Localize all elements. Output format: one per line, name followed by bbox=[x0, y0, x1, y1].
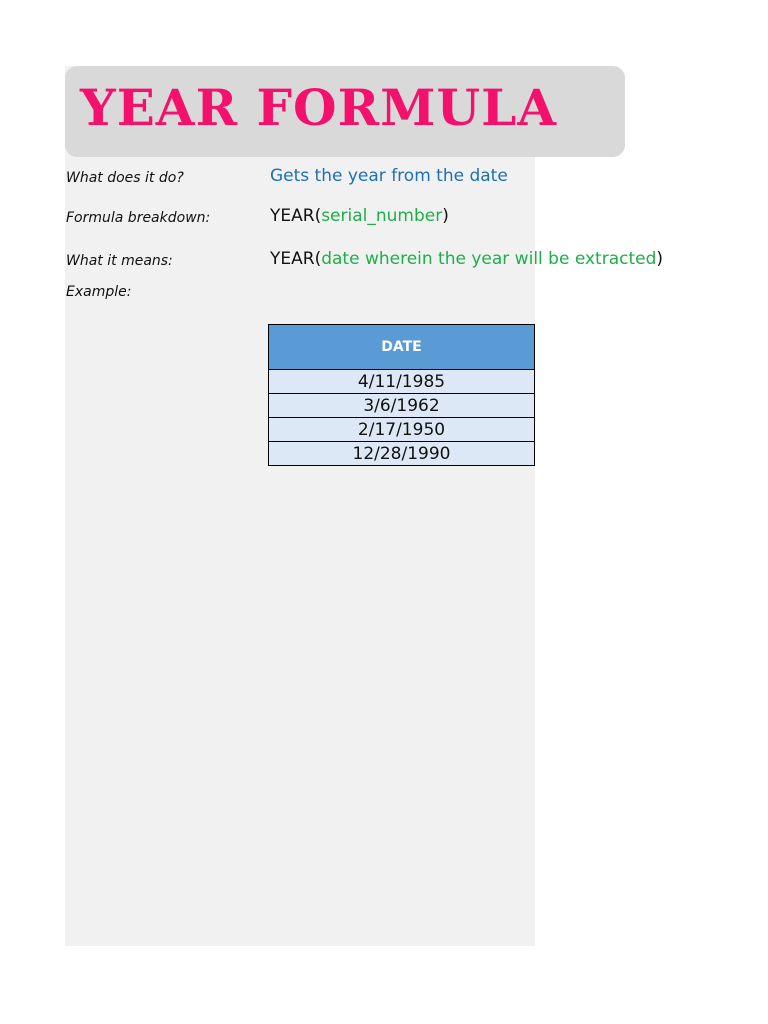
table-row bbox=[269, 394, 535, 418]
function-argument: date wherein the year will be extracted bbox=[321, 249, 657, 269]
table-row bbox=[269, 418, 535, 442]
date-cell[interactable]: 3/6/1962 bbox=[269, 394, 535, 418]
function-argument: serial_number bbox=[321, 206, 443, 226]
what-it-means-label: What it means: bbox=[66, 253, 173, 269]
date-cell[interactable]: 12/28/1990 bbox=[269, 442, 535, 466]
what-does-value: Gets the year from the date bbox=[270, 166, 508, 186]
formula-breakdown-label: Formula breakdown: bbox=[66, 210, 211, 226]
example-table bbox=[268, 324, 535, 466]
function-close: ) bbox=[442, 206, 449, 226]
function-close: ) bbox=[656, 249, 664, 269]
what-does-label: What does it do? bbox=[66, 170, 184, 186]
example-label: Example: bbox=[66, 284, 132, 300]
formula-breakdown-value bbox=[270, 206, 449, 226]
title-banner bbox=[65, 66, 625, 157]
spreadsheet-area bbox=[65, 66, 664, 946]
function-name: YEAR( bbox=[270, 206, 322, 226]
table-header-date[interactable]: DATE bbox=[269, 325, 535, 370]
date-cell[interactable]: 2/17/1950 bbox=[269, 418, 535, 442]
what-it-means-value bbox=[270, 249, 663, 269]
function-name: YEAR( bbox=[270, 249, 322, 269]
date-cell[interactable]: 4/11/1985 bbox=[269, 370, 535, 394]
table-row bbox=[269, 370, 535, 394]
table-row bbox=[269, 442, 535, 466]
page-title: YEAR FORMULA bbox=[80, 78, 558, 137]
